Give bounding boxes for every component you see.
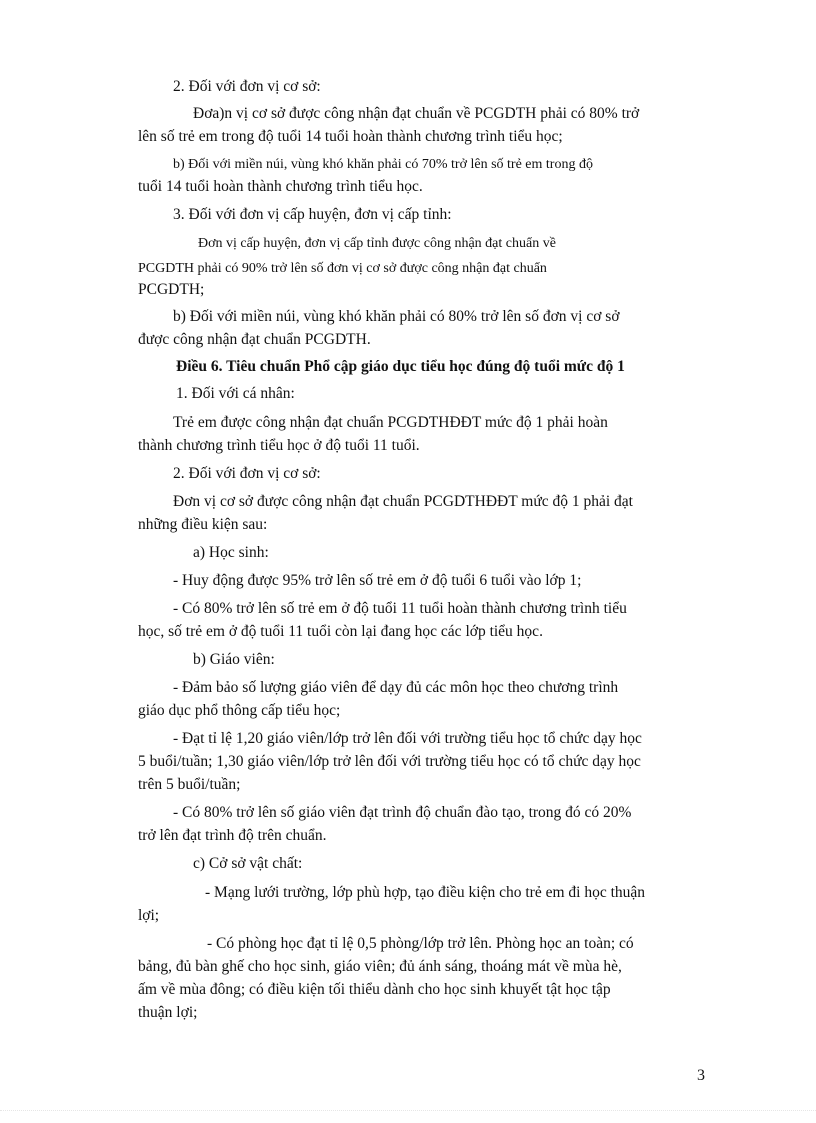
text-line: giáo dục phổ thông cấp tiểu học; — [138, 702, 341, 719]
text-line: lợi; — [138, 907, 160, 924]
text-line: - Có 80% trở lên số trẻ em ở độ tuổi 11 tuổi hoàn thành chương trình tiểu — [173, 600, 627, 617]
text-line: tuổi 14 tuổi hoàn thành chương trình tiểu học. — [138, 178, 423, 195]
text-line: 5 buổi/tuần; 1,30 giáo viên/lớp trở lên đối với trường tiểu học có tổ chức dạy học — [138, 753, 641, 770]
text-line: 3. Đối với đơn vị cấp huyện, đơn vị cấp tỉnh: — [173, 206, 452, 223]
page-bottom-divider — [0, 1110, 816, 1111]
text-line: - Đảm bảo số lượng giáo viên để dạy đủ các môn học theo chương trình — [173, 679, 619, 696]
text-line: PCGDTH; — [138, 281, 205, 298]
text-line: được công nhận đạt chuẩn PCGDTH. — [138, 331, 371, 348]
text-line: b) Giáo viên: — [193, 651, 275, 668]
text-line: PCGDTH phải có 90% trở lên số đơn vị cơ sở được công nhận đạt chuẩn — [138, 261, 547, 276]
text-line: 2. Đối với đơn vị cơ sở: — [173, 465, 321, 482]
text-line: - Đạt tỉ lệ 1,20 giáo viên/lớp trở lên đối với trường tiểu học tổ chức dạy học — [173, 730, 642, 747]
text-line: c) Cở sở vật chất: — [193, 855, 303, 872]
text-line: ấm về mùa đông; có điều kiện tối thiểu dành cho học sinh khuyết tật học tập — [138, 981, 611, 998]
text-line: - Huy động được 95% trở lên số trẻ em ở độ tuổi 6 tuổi vào lớp 1; — [173, 572, 582, 589]
text-line: lên số trẻ em trong độ tuổi 14 tuổi hoàn thành chương trình tiểu học; — [138, 128, 563, 145]
text-line: thuận lợi; — [138, 1004, 198, 1021]
text-line: - Mạng lưới trường, lớp phù hợp, tạo điều kiện cho trẻ em đi học thuận — [205, 884, 646, 901]
text-line: những điều kiện sau: — [138, 516, 268, 533]
text-line: b) Đối với miền núi, vùng khó khăn phải có 70% trở lên số trẻ em trong độ — [173, 157, 593, 172]
text-line: Đơa)n vị cơ sở được công nhận đạt chuẩn về PCGDTH phải có 80% trở — [193, 105, 640, 122]
text-line: bảng, đủ bàn ghế cho học sinh, giáo viên; đủ ánh sáng, thoáng mát về mùa hè, — [138, 958, 622, 975]
text-line: a) Học sinh: — [193, 544, 269, 561]
text-line: 2. Đối với đơn vị cơ sở: — [173, 78, 321, 95]
text-line: trở lên đạt trình độ trên chuẩn. — [138, 827, 327, 844]
text-line: 1. Đối với cá nhân: — [176, 385, 295, 402]
article-heading: Điều 6. Tiêu chuẩn Phổ cập giáo dục tiểu học đúng độ tuổi mức độ 1 — [176, 358, 625, 375]
text-line: Trẻ em được công nhận đạt chuẩn PCGDTHĐĐT mức độ 1 phải hoàn — [173, 414, 608, 431]
text-line: Đơn vị cơ sở được công nhận đạt chuẩn PCGDTHĐĐT mức độ 1 phải đạt — [173, 493, 633, 510]
text-line: thành chương trình tiểu học ở độ tuổi 11 tuổi. — [138, 437, 420, 454]
text-line: b) Đối với miền núi, vùng khó khăn phải có 80% trở lên số đơn vị cơ sở — [173, 308, 620, 325]
text-line: học, số trẻ em ở độ tuổi 11 tuổi còn lại đang học các lớp tiểu học. — [138, 623, 543, 640]
page-number: 3 — [697, 1067, 705, 1084]
text-line: - Có 80% trở lên số giáo viên đạt trình độ chuẩn đào tạo, trong đó có 20% — [173, 804, 632, 821]
text-line: - Có phòng học đạt tỉ lệ 0,5 phòng/lớp trở lên. Phòng học an toàn; có — [207, 935, 634, 952]
text-line: trên 5 buổi/tuần; — [138, 776, 241, 793]
text-line: Đơn vị cấp huyện, đơn vị cấp tỉnh được công nhận đạt chuẩn về — [198, 236, 556, 251]
